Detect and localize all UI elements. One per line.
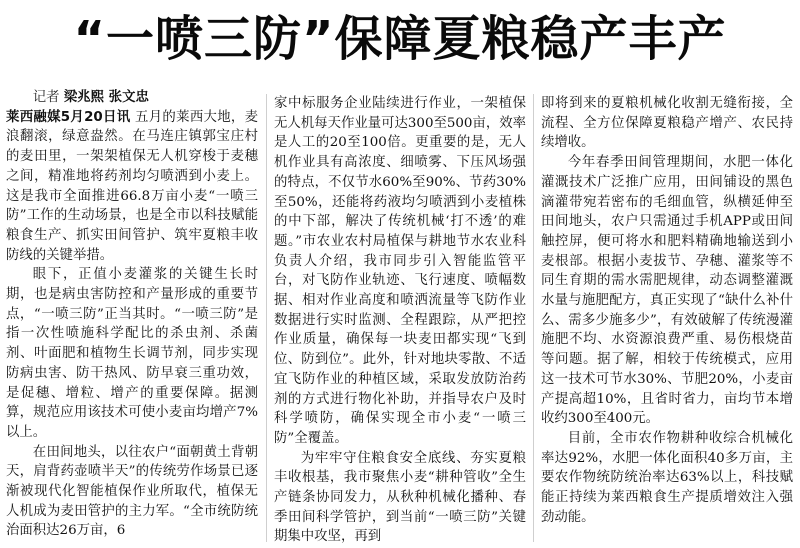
- dateline: 莱西融媒5月20日讯: [6, 109, 131, 125]
- paragraph-text: 五月的莱西大地，麦浪翻滚，绿意盎然。在马连庄镇郭宝庄村的麦田里，一架架植保无人机穿梭于麦穗之间，精准地将药剂均匀喷洒到小麦上。这是我市全面推进66.8万亩小麦“一喷三防”工作的生动场景，也是全市以科技赋能粮食生产、抓实田间管护、筑牢夏粮丰收防线的关键举措。: [6, 109, 258, 263]
- paragraph: 目前，全市农作物耕种收综合机械化率达92%，水肥一体化面积40多万亩，主要农作物统防统治率达63%以上，科技赋能正持续为莱西粮食生产提质增效注入强劲动能。: [541, 430, 793, 525]
- reporter-names: 梁兆熙 张文忠: [63, 90, 149, 105]
- column-divider: [266, 94, 267, 542]
- article-column-2: [274, 94, 526, 548]
- paragraph: 家中标服务企业陆续进行作业，一架植保无人机每天作业量可达300至500亩，效率是人工的20至100倍。更重要的是，无人机作业具有高浓度、细喷雾、下压风场强的特点，不仅节水60%至90%、节药30%至50%，还能将药液均匀喷洒到小麦植株的中下部，解决了传统机械‘打不透’的难题。”市农业农村局植保与耕地节水农业科负责人介绍，我市同步引入智能监管平台，对飞防作业轨迹、飞行速度、喷幅数据、相对作业高度和喷洒流量等飞防作业数据进行实时监测、全程跟踪，从严把控作业质量，确保每一块麦田都实现“飞到位、防到位”。此外，针对地块零散、不适宜飞防作业的种植区域，采取发放防治药剂的方式进行物化补助，并指导农户及时科学喷防，确保实现全市小麦“一喷三防”全覆盖。: [274, 96, 526, 446]
- paragraph: 为牢牢守住粮食安全底线、夯实夏粮丰收根基，我市聚焦小麦“耕种管收”全生产链条协同发力，从秋种机械化播种、春季田间科学管护，到当前“一喷三防”关键期集中攻坚，再到: [274, 450, 526, 545]
- column-divider: [533, 94, 534, 542]
- paragraph: 眼下，正值小麦灌浆的关键生长时期，也是病虫害防控和产量形成的重要节点，“一喷三防”正当其时。“一喷三防”是指一次性喷施科学配比的杀虫剂、杀菌剂、叶面肥和植物生长调节剂，同步实现防病虫害、防干热风、防早衰三重功效，是促穗、增粒、增产的重要保障。据测算，规范应用该技术可使小麦亩均增产7%以上。: [6, 267, 258, 440]
- byline: [6, 88, 258, 108]
- paragraph: 即将到来的夏粮机械化收割无缝衔接，全流程、全方位保障夏粮稳产增产、农民持续增收。: [541, 96, 793, 151]
- byline-label: 记者: [32, 90, 60, 105]
- lead-paragraph: [6, 108, 258, 266]
- article-headline: “一喷三防”保障夏粮稳产丰产: [73, 11, 727, 67]
- paragraph: 在田间地头，以往农户“面朝黄土背朝天，肩背药壶喷半天”的传统劳作场景已逐渐被现代化智能植保作业所取代，植保无人机成为麦田管护的主力军。“全市统防统治面积达26万亩，6: [6, 444, 258, 539]
- article-column-3: [541, 94, 793, 548]
- article-column-1: [6, 88, 258, 542]
- paragraph: 今年春季田间管理期间，水肥一体化灌溉技术广泛推广应用，田间铺设的黑色滴灌带宛若密布的毛细血管，纵横延伸至田间地头，农户只需通过手机APP或田间触控屏，便可将水和肥料精确地输送到小麦根部。根据小麦拔节、孕穗、灌浆等不同生育期的需水需肥规律，动态调整灌溉水量与施肥配方，真正实现了“缺什么补什么、需多少施多少”，有效破解了传统漫灌施肥不均、水资源浪费严重、易伤根烧苗等问题。据了解，相较于传统模式，应用这一技术可节水30%、节肥20%，小麦亩产提高超10%，且省时省力，亩均节本增收约300至400元。: [541, 155, 793, 427]
